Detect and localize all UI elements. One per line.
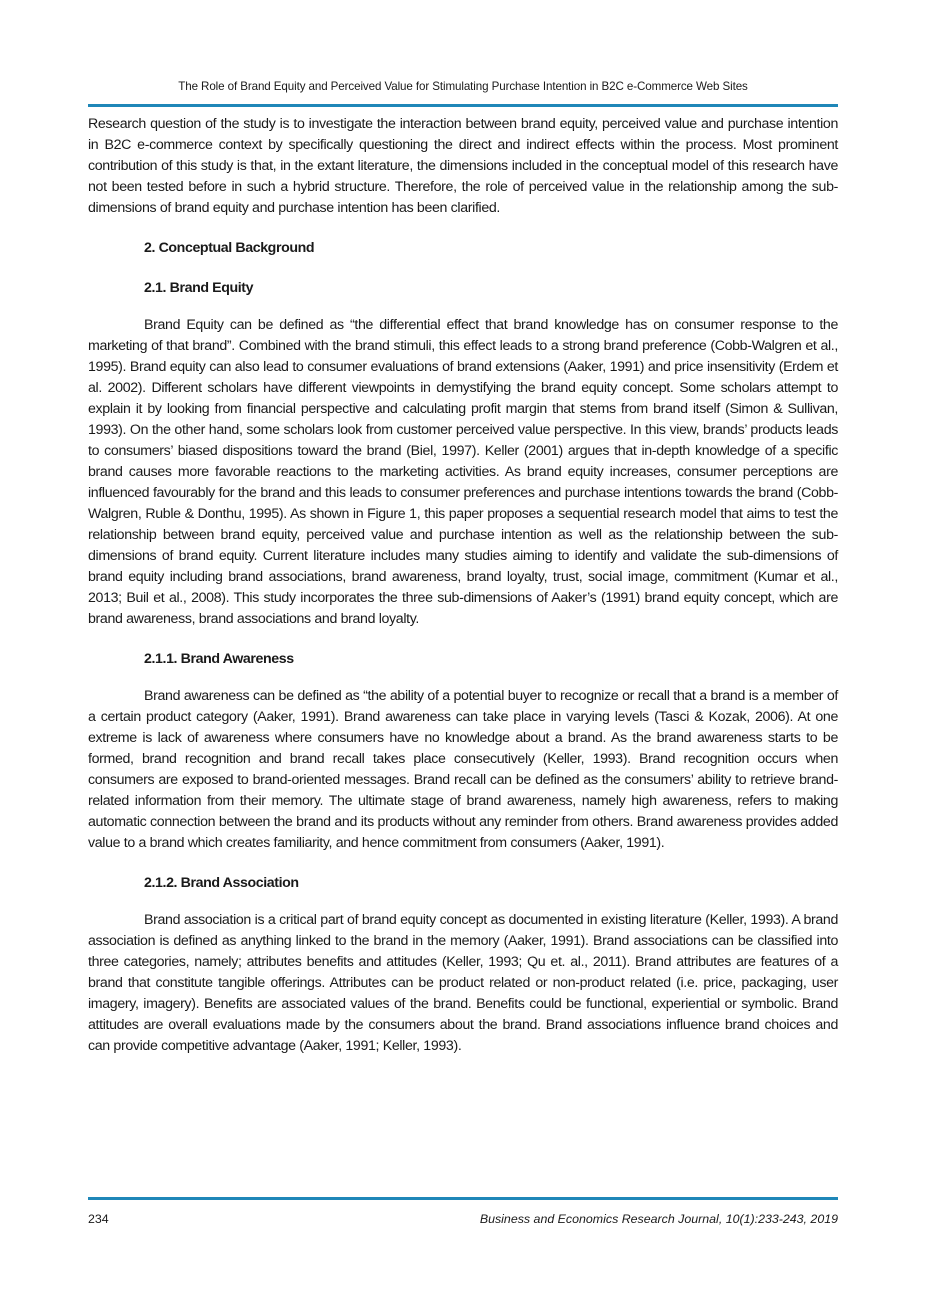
header-rule: [88, 104, 838, 107]
intro-paragraph: Research question of the study is to investigate the interaction between brand equity, perceived value and purchase intention in B2C e-commerce context by specifically questioning the direct and indirect effects within the process. Most prominent contribution of this study is that, in the extant literature, the dimensions included in the conceptual model of this research have not been tested before in such a hybrid structure. Therefore, the role of perceived value in the relationship among the sub-dimensions of brand equity and purchase intention has been clarified.: [88, 116, 838, 216]
section-heading-conceptual-background: 2. Conceptual Background: [144, 240, 315, 256]
brand-association-paragraph: Brand association is a critical part of brand equity concept as documented in existing literature (Keller, 1993). A brand association is defined as anything linked to the brand in the memory (Aaker, 1991). Brand associations can be classified into three categories, namely; attributes benefits and attitudes (Keller, 1993; Qu et. al., 2011). Brand attributes are features of a brand that constitute tangible offerings. Attributes can be product related or non-product related (i.e. price, packaging, user imagery, imagery). Benefits are associated values of the brand. Benefits could be functional, experiential or symbolic. Brand attitudes are overall evaluations made by the consumers about the brand. Brand associations influence brand choices and can provide competitive advantage (Aaker, 1991; Keller, 1993).: [88, 912, 838, 1054]
running-header-title: The Role of Brand Equity and Perceived Value for Stimulating Purchase Intention in B2C e-Commerce Web Sites: [178, 80, 748, 93]
brand-equity-paragraph: Brand Equity can be defined as “the differential effect that brand knowledge has on consumer response to the marketing of that brand”. Combined with the brand stimuli, this effect leads to a strong brand preference (Cobb-Walgren et al., 1995). Brand equity can also lead to consumer evaluations of brand extensions (Aaker, 1991) and price insensitivity (Erdem et al. 2002). Different scholars have different viewpoints in demystifying the brand equity concept. Some scholars attempt to explain it by looking from financial perspective and calculating profit margin that stems from brand itself (Simon & Sullivan, 1993). On the other hand, some scholars look from customer perceived value perspective. In this view, brands’ products leads to consumers’ biased dispositions toward the brand (Biel, 1997). Keller (2001) argues that in-depth knowledge of a specific brand causes more favorable reactions to the marketing activities. As brand equity increases, consumer perceptions are influenced favourably for the brand and this leads to consumer preferences and purchase intentions towards the brand (Cobb-Walgren, Ruble & Donthu, 1995). As shown in Figure 1, this paper proposes a sequential research model that aims to test the relationship between brand equity, perceived value and purchase intention as well as the relationship between the sub-dimensions of brand equity. Current literature includes many studies aiming to identify and validate the sub-dimensions of brand equity including brand associations, brand awareness, brand loyalty, trust, social image, commitment (Kumar et al., 2013; Buil et al., 2008). This study incorporates the three sub-dimensions of Aaker’s (1991) brand equity concept, which are brand awareness, brand associations and brand loyalty.: [88, 317, 838, 627]
section-heading-brand-equity: 2.1. Brand Equity: [144, 280, 254, 296]
section-heading-brand-association: 2.1.2. Brand Association: [144, 875, 299, 891]
section-heading-brand-awareness: 2.1.1. Brand Awareness: [144, 651, 294, 667]
page-number: 234: [88, 1212, 109, 1226]
page-body: [88, 114, 838, 1057]
footer-rule: [88, 1197, 838, 1200]
journal-citation: Business and Economics Research Journal, 10(1):233-243, 2019: [479, 1212, 838, 1226]
brand-awareness-paragraph: Brand awareness can be defined as “the ability of a potential buyer to recognize or recall that a brand is a member of a certain product category (Aaker, 1991). Brand awareness can take place in varying levels (Tasci & Kozak, 2006). At one extreme is lack of awareness where consumers have no knowledge about a brand. As the brand awareness starts to be formed, brand recognition and brand recall takes place consecutively (Keller, 1993). Brand recognition occurs when consumers are exposed to brand-oriented messages. Brand recall can be defined as the consumers’ ability to retrieve brand-related information from their memory. The ultimate stage of brand awareness, namely high awareness, refers to making automatic connection between the brand and its products without any reminder from others. Brand awareness provides added value to a brand which creates familiarity, and hence commitment from consumers (Aaker, 1991).: [88, 688, 838, 851]
